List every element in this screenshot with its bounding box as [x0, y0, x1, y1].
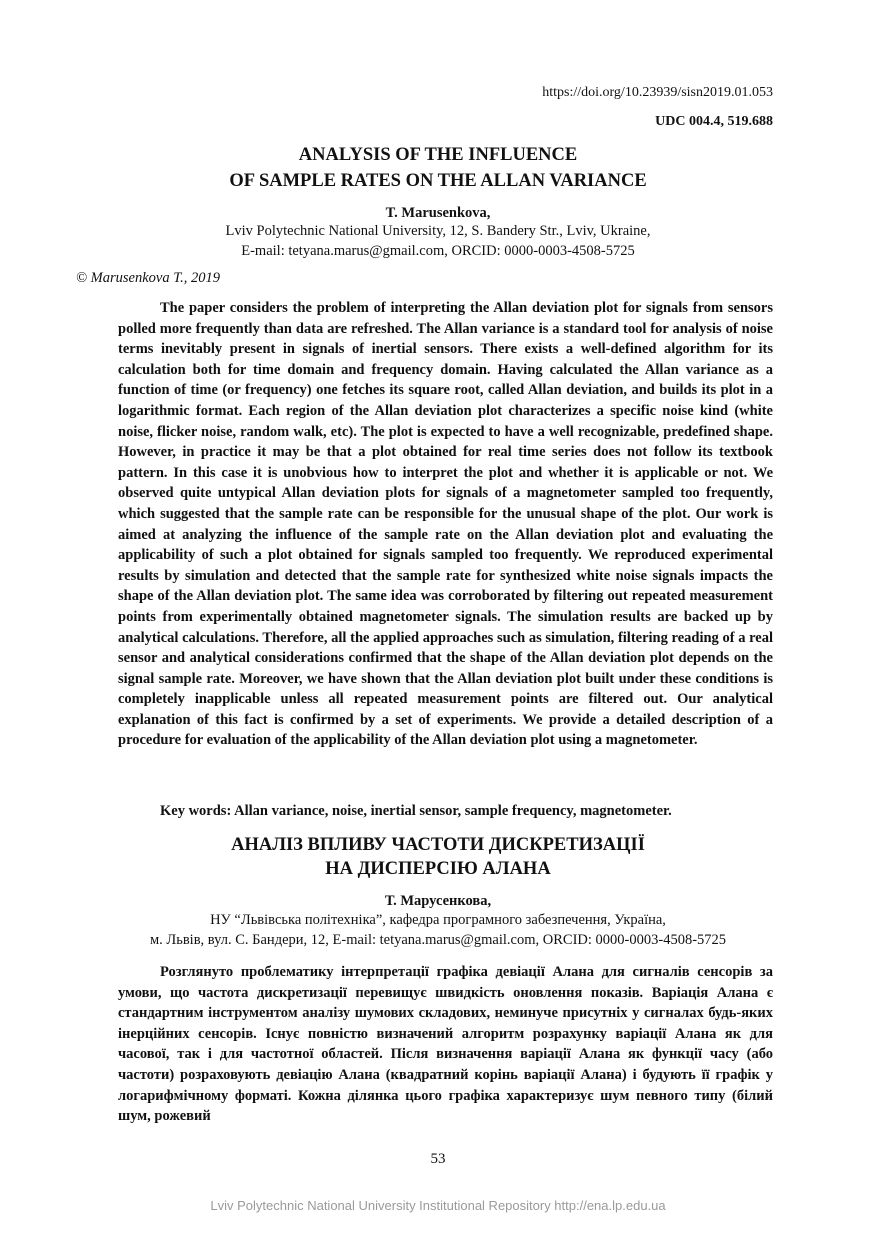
ukrainian-abstract: Розглянуто проблематику інтерпретації графіка девіації Алана для сигналів сенсорів за умови, що частота дискретизації перевищує швидкість оновлення показів. Варіація Алана є стандартним інструментом аналізу шумових складових, неминуче присутніх у сигналах будь-яких інерційних сенсорів. Існує повністю визначений алгоритм розрахунку варіації Алана як для часової, так і для частотної областей. Після визначення варіації Алана як функції часу (або частоти) розраховують девіацію Алана (квадратний корінь варіації Алана) і будують її графік у логарифмічному форматі. Кожна ділянка цього графіка характеризує шум певного типу (білий шум, рожевий — [118, 964, 773, 1125]
paper-title-line-2: OF SAMPLE RATES ON THE ALLAN VARIANCE — [229, 171, 647, 191]
paper-title-line-1: ANALYSIS OF THE INFLUENCE — [298, 145, 578, 165]
copyright-notice: © Marusenkova T., 2019 — [76, 270, 221, 286]
page-number: 53 — [430, 1151, 446, 1167]
ukrainian-title-line-1: АНАЛІЗ ВПЛИВУ ЧАСТОТИ ДИСКРЕТИЗАЦІЇ — [231, 835, 645, 855]
affiliation: Lviv Polytechnic National University, 12, S. Bandery Str., Lviv, Ukraine, — [225, 223, 651, 239]
doi-link[interactable]: https://doi.org/10.23939/sisn2019.01.053 — [542, 85, 773, 100]
english-abstract: The paper considers the problem of interpreting the Allan deviation plot for signals from sensors polled more frequently than data are refreshed. The Allan variance is a standard tool for analysis of noise terms inevitably present in signals of inertial sensors. There exists a well-defined algorithm for its calculation both for time domain and frequency domain. Having calculated the Allan variance as a function of time (or frequency) one fetches its square root, called Allan deviation, and builds its plot in a logarithmic format. Each region of the Allan deviation plot characterizes a specific noise kind (white noise, flicker noise, random walk, etc). The plot is expected to have a well recognizable, predefined shape. However, in practice it may be that a plot obtained for real time series does not follow its textbook pattern. In this case it is unobvious how to interpret the plot and whether it is applicable or not. We observed quite untypical Allan deviation plots for signals of a magnetometer sampled too frequently, which suggested that the sample rate can be responsible for the unusual shape of the plot. Our work is aimed at analyzing the influence of the sample rate on the Allan deviation plot and evaluating the applicability of such a plot obtained for signals sampled too frequently. We reproduced experimental results by simulation and detected that the sample rate for synthesized white noise signals impacts the shape of the Allan deviation plot. The same idea was corroborated by filtering out repeated measurement points from experimentally obtained magnetometer signals. The simulation results are backed up by analytical calculations. Therefore, all the applied approaches such as simulation, filtering reading of a real sensor and analytical considerations confirmed that the shape of the Allan deviation plot depends on the signal sample rate. Moreover, we have shown that the Allan deviation plot built under these conditions is completely inapplicable unless all repeated measurement points are filtered out. Our analytical explanation of this fact is confirmed by a set of experiments. We provide a detailed description of a procedure for evaluation of the applicability of the Allan deviation plot using a magnetometer. — [118, 300, 773, 749]
repository-footer[interactable]: Lviv Polytechnic National University Institutional Repository http://ena.lp.edu.ua — [210, 1198, 666, 1213]
contact-info: E-mail: tetyana.marus@gmail.com, ORCID: 0000-0003-4508-5725 — [241, 243, 635, 259]
ukrainian-title-line-2: НА ДИСПЕРСІЮ АЛАНА — [325, 859, 551, 879]
author-name: T. Marusenkova, — [385, 205, 491, 221]
ukrainian-author-name: Т. Марусенкова, — [384, 893, 492, 909]
udc-code: UDC 004.4, 519.688 — [655, 114, 773, 129]
keywords: Key words: Allan variance, noise, inertial sensor, sample frequency, magnetometer. — [160, 803, 672, 819]
ukrainian-contact-info: м. Львів, вул. С. Бандери, 12, E-mail: tetyana.marus@gmail.com, ORCID: 0000-0003-4508-5725 — [149, 932, 727, 948]
ukrainian-affiliation: НУ “Львівська політехніка”, кафедра програмного забезпечення, Україна, — [210, 912, 666, 928]
